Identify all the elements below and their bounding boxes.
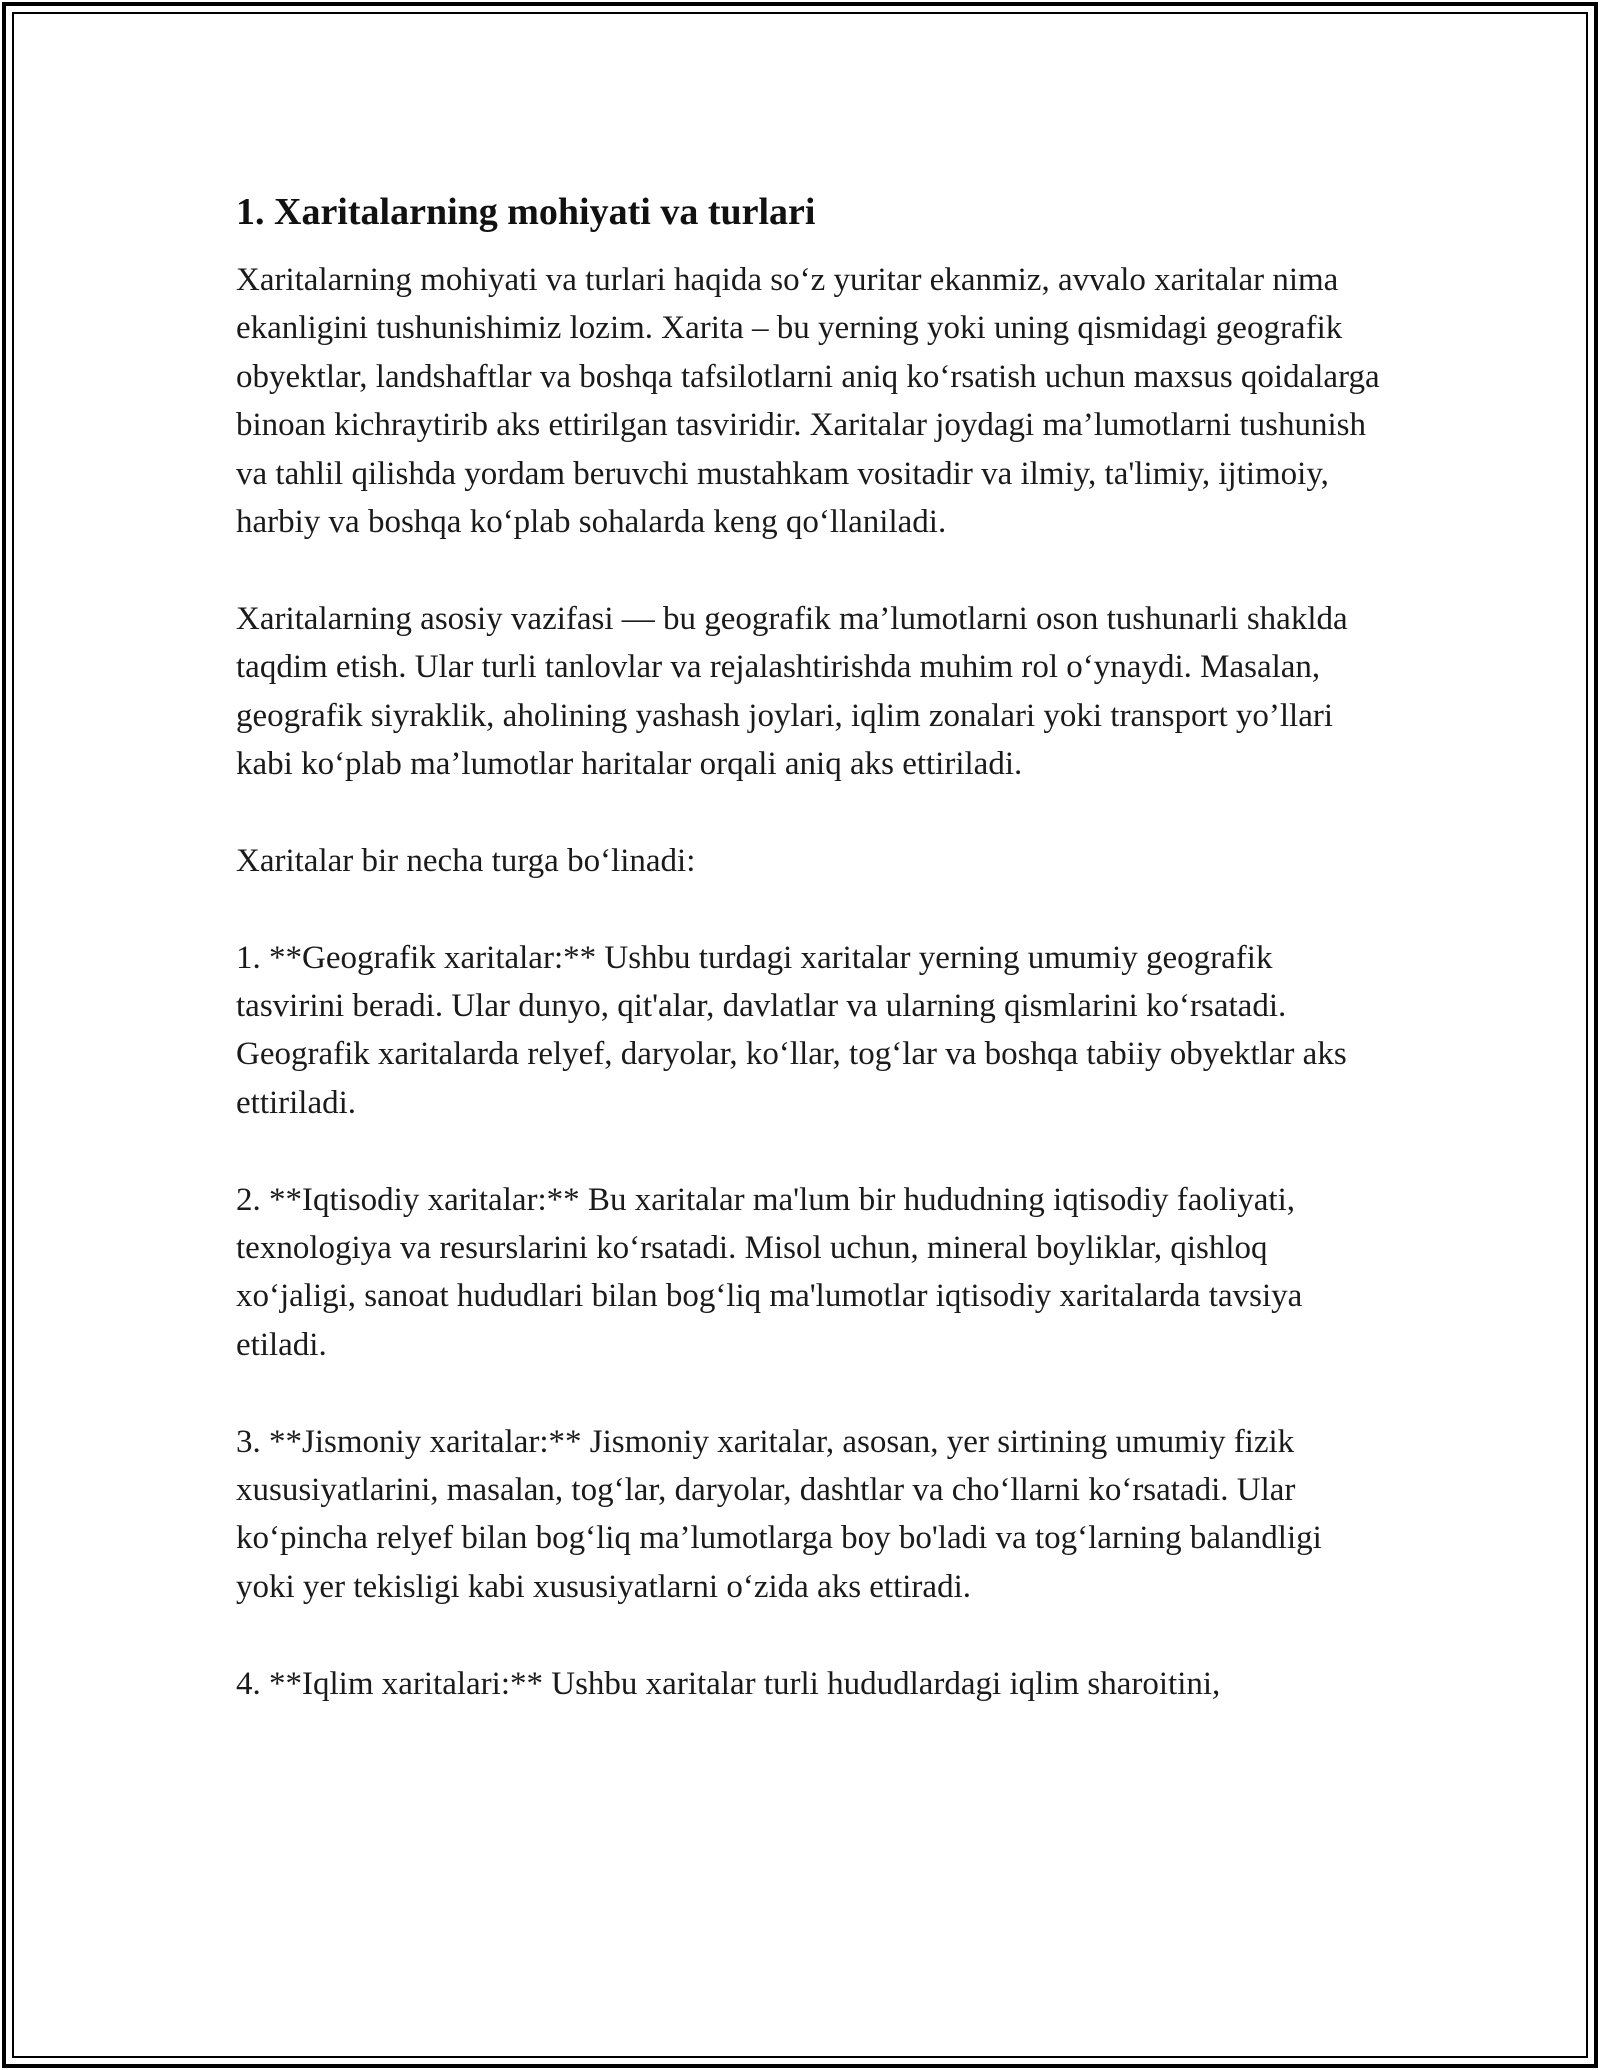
list-item-geographic-maps: 1. **Geografik xaritalar:** Ushbu turdagi xaritalar yerning umumiy geografik tasvirini beradi. Ular dunyo, qit'alar, davlatlar va ularning qismlarini ko‘rsatadi. Geografik xaritalarda relyef, daryolar, ko‘llar, tog‘lar va boshqa tabiiy obyektlar aks ettiriladi. (236, 939, 1347, 1121)
list-item-physical-maps: 3. **Jismoniy xaritalar:** Jismoniy xaritalar, asosan, yer sirtining umumiy fizik xususiyatlarini, masalan, tog‘lar, daryolar, dashtlar va cho‘llarni ko‘rsatadi. Ular ko‘pincha relyef bilan bog‘liq ma’lumotlarga boy bo'ladi va tog‘larning balandligi yoki yer tekisligi kabi xususiyatlarni o‘zida aks ettiradi. (236, 1423, 1322, 1605)
list-item-climate-maps: 4. **Iqlim xaritalari:** Ushbu xaritalar turli hududlardagi iqlim sharoitini, (236, 1665, 1221, 1702)
list-item-economic-maps: 2. **Iqtisodiy xaritalar:** Bu xaritalar ma'lum bir hududning iqtisodiy faoliyati, texnologiya va resurslarini ko‘rsatadi. Misol uchun, mineral boyliklar, qishloq xo‘jaligi, sanoat hududlari bilan bog‘liq ma'lumotlar iqtisodiy xaritalarda tavsiya etiladi. (236, 1181, 1303, 1363)
section-heading: 1. Xaritalarning mohiyati va turlari (236, 191, 816, 233)
paragraph-intro: Xaritalarning mohiyati va turlari haqida so‘z yuritar ekanmiz, avvalo xaritalar nima ekanligini tushunishimiz lozim. Xarita – bu yerning yoki uning qismidagi geografik obyektlar, landshaftlar va boshqa tafsilotlarni aniq ko‘rsatish uchun maxsus qoidalarga binoan kichraytirib aks ettirilgan tasviridir. Xaritalar joydagi ma’lumotlarni tushunish va tahlil qilishda yordam beruvchi mustahkam vositadir va ilmiy, ta'limiy, ijtimoiy, harbiy va boshqa ko‘plab sohalarda keng qo‘llaniladi. (236, 262, 1380, 541)
document-body (236, 186, 1386, 1708)
paragraph-types-intro: Xaritalar bir necha turga bo‘linadi: (236, 842, 696, 879)
paragraph-main-purpose: Xaritalarning asosiy vazifasi — bu geografik ma’lumotlarni oson tushunarli shaklda taqdim etish. Ular turli tanlovlar va rejalashtirishda muhim rol o‘ynaydi. Masalan, geografik siyraklik, aholining yashash joylari, iqlim zonalari yoki transport yo’llari kabi ko‘plab ma’lumotlar haritalar orqali aniq aks ettiriladi. (236, 600, 1348, 783)
